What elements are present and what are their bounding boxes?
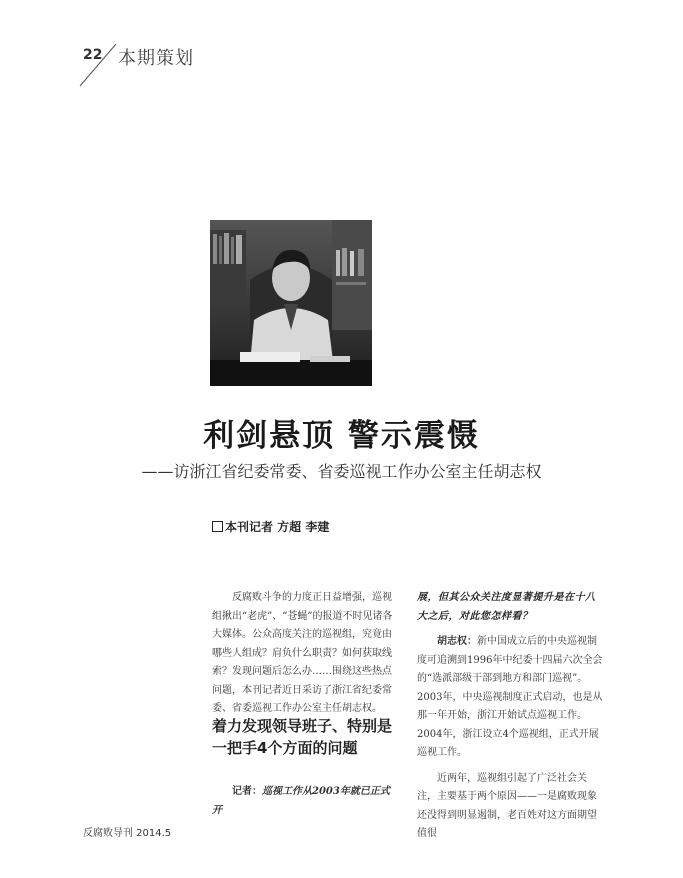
question-paragraph <box>212 783 398 820</box>
byline <box>212 518 329 535</box>
header-slash-divider <box>78 42 118 88</box>
answer-text-1: 新中国成立后的中央巡视制度可追溯到1996年中纪委十四届六次全会的“选派部级干部到地方和部门巡视”。2003年，中央巡视制度正式启动，也是从那一年开始，浙江开始试点巡视工作。2004年，浙江设立4个巡视组，正式开展巡视工作。 <box>417 636 603 758</box>
article-lead: 反腐败斗争的力度正日益增强，巡视组揪出“老虎”、“苍蝇”的报道不时见诸各大媒体。公众高度关注的巡视组，究竟由哪些人组成？肩负什么职责？如何获取线索？发现问题后怎么办……围绕这些热点问题，本刊记者近日采访了浙江省纪委常委、省委巡视工作办公室主任胡志权。 <box>212 592 393 714</box>
question-text-continued: 展，但其公众关注度显著提升是在十八大之后，对此您怎样看？ <box>417 592 596 622</box>
answer-paragraph-1 <box>417 633 603 763</box>
footer-magazine-name: 反腐败导刊 2014.5 <box>83 828 172 839</box>
byline-text: 本刊记者 方超 李建 <box>225 520 330 534</box>
article-subtitle: ——访浙江省纪委常委、省委巡视工作办公室主任胡志权 <box>141 462 542 481</box>
section-title: 本期策划 <box>118 48 194 69</box>
question-speaker: 记者： <box>232 786 262 797</box>
right-column <box>417 589 603 851</box>
answer-speaker: 胡志权： <box>437 636 477 647</box>
answer-paragraph-2: 近两年，巡视组引起了广泛社会关注，主要基于两个原因——一是腐败现象还没得到明显遏制，老百姓对这方面期望值很 <box>417 772 597 839</box>
question-text-start: 巡视工作从2003年就已正式开 <box>212 786 390 816</box>
byline-box-icon <box>212 521 223 532</box>
interviewee-photo <box>210 220 372 386</box>
article-title: 利剑悬顶 警示震慑 <box>203 418 480 454</box>
section-heading: 着力发现领导班子、特别是一把手4个方面的问题 <box>212 717 393 757</box>
page-number: 22 <box>83 47 103 63</box>
